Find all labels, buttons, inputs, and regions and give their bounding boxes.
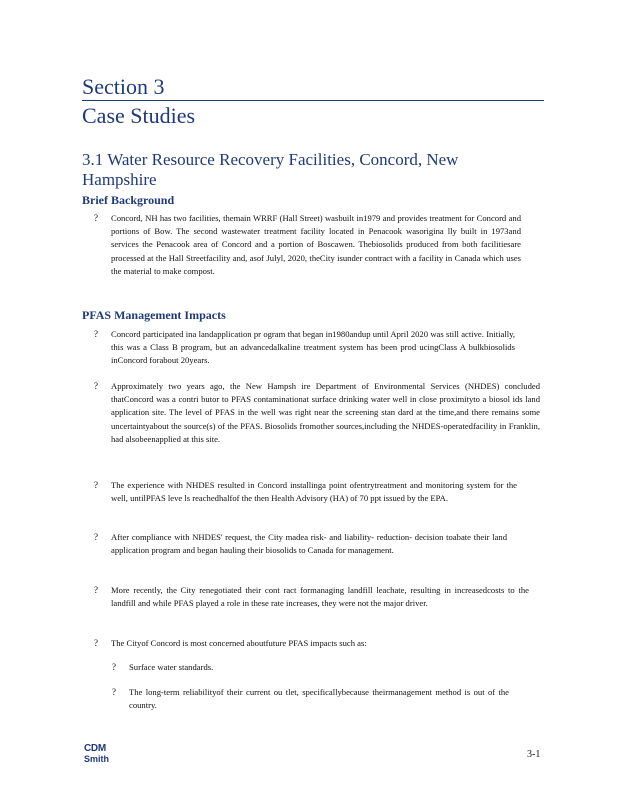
brief-background-heading: Brief Background <box>82 193 175 207</box>
subsection-title: 3.1 Water Resource Recovery Facilities, Concord, New Hampshire <box>82 150 459 189</box>
bullet-icon: ? <box>94 329 98 339</box>
logo-line-2: Smith <box>84 754 110 764</box>
section-divider <box>82 100 544 101</box>
logo-line-1: CDM <box>84 743 106 754</box>
bullet-icon: ? <box>94 585 98 595</box>
list-item <box>94 479 517 505</box>
bullet-icon: ? <box>94 381 98 391</box>
bullet-icon: ? <box>112 662 116 672</box>
section-number: Section 3 <box>82 74 165 99</box>
section-title: Case Studies <box>82 103 196 128</box>
bullet-text: Concord, NH has two facilities, themain WRRF (Hall Street) wasbuilt in1979 and provides treatment for Concord and portions of Bow. The second wastewater treatment facility located in Penacook wasorigina lly built in 1973and services the Penacook area of Concord and a portion of Boscawen. Thebiosolids produced from both facilitiesare processed at the Hall Streetfacility and, asof Julyl, 2020, theCity isunder contract with a facility in Canada which uses the material to make compost. <box>111 213 521 276</box>
bullet-text: Approximately two years ago, the New Hampsh ire Department of Environmental Services (NHDES) concluded thatConcord was a contri butor to PFAS contaminationat surface drinking water well in close proximityto a biosol ids land application site. The level of PFAS in the well was right near the screening stan dard at the time,and there remains some uncertaintyabout the source(s) of the PFAS. Biosolids fromother sources,including the NHDES-operatedfacility in Franklin, had alsobeenapplied at this site. <box>111 381 540 444</box>
pfas-management-heading: PFAS Management Impacts <box>82 308 226 322</box>
bullet-text: The long-term reliabilityof their current ou tlet, specificallybecause theirmanagement method is out of the country. <box>129 687 509 711</box>
bullet-text: The experience with NHDES resulted in Concord installinga point ofentrytreatment and monitoring system for the well, untilPFAS leve ls reachedhalfof the then Health Advisory (HA) of 70 ppt issued by the EPA. <box>111 480 517 504</box>
list-item <box>94 584 529 610</box>
bullet-icon: ? <box>94 480 98 490</box>
page-number: 3-1 <box>527 749 541 760</box>
bullet-icon: ? <box>94 213 98 223</box>
bullet-text: Surface water standards. <box>129 662 214 672</box>
list-item <box>94 637 471 650</box>
bullet-icon: ? <box>94 638 98 648</box>
bullet-text: After compliance with NHDES' request, the City madea risk- and liability- reduction- decision toabate their land application program and began hauling their biosolids to Canada for management. <box>111 532 507 556</box>
bullet-text: The Cityof Concord is most concerned aboutfuture PFAS impacts such as: <box>111 638 367 648</box>
bullet-icon: ? <box>94 532 98 542</box>
bullet-text: More recently, the City renegotiated their cont ract formanaging landfill leachate, resulting in increasedcosts to the landfill and while PFAS played a role in these rate increases, they were not the major driver. <box>111 585 529 609</box>
cdm-smith-logo <box>84 744 109 764</box>
sub-list-item <box>112 686 509 712</box>
bullet-icon: ? <box>112 687 116 697</box>
list-item <box>94 380 540 446</box>
list-item <box>94 531 507 557</box>
list-item <box>94 328 515 368</box>
bullet-text: Concord participated ina landapplication pr ogram that began in1980andup until April 2020 was still active. Initially, this was a Class B program, but an advancedalkaline treatment system has been prod ucingClass A bulkbiosolids inConcord forabout 20years. <box>111 329 515 366</box>
sub-list-item <box>112 661 429 674</box>
list-item <box>94 212 521 278</box>
